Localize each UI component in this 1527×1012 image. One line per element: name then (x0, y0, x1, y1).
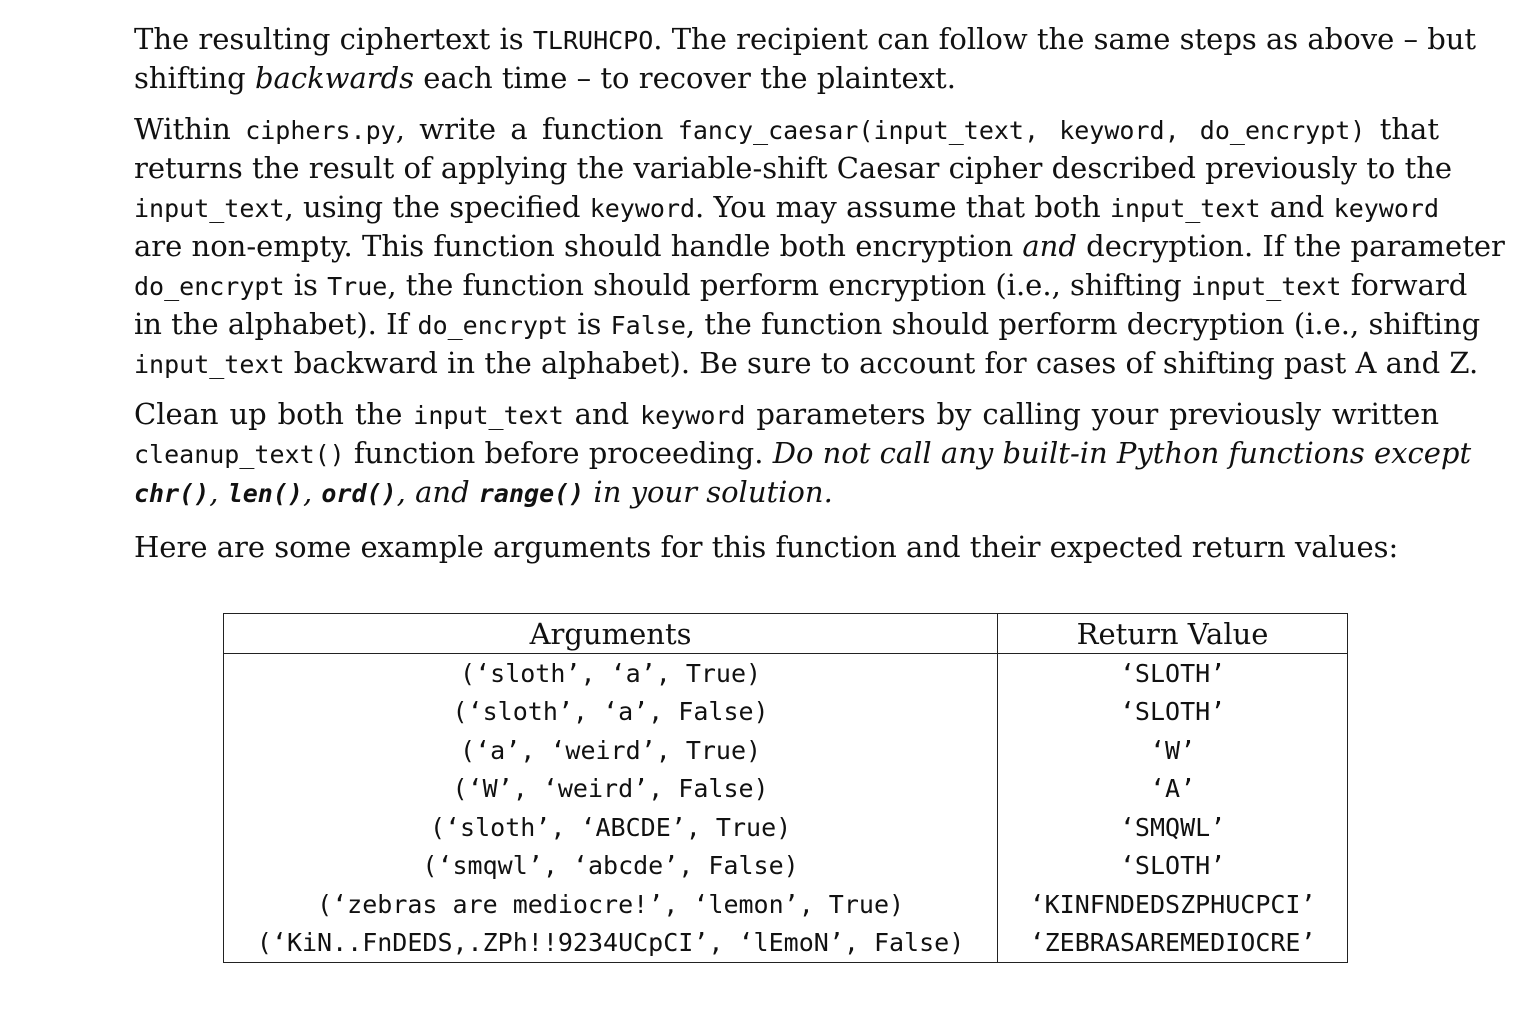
examples-table (223, 613, 1348, 963)
code-ciphertext: TLRUHCPO (532, 26, 654, 55)
table-row (224, 924, 1348, 963)
header-arguments: Arguments (224, 614, 998, 654)
cell-return-value: ‘W’ (998, 731, 1348, 770)
p3-line-2: cleanup_text() function before proceeding. Do not call any built-in Python functions except (134, 436, 1472, 470)
cell-arguments: (‘smqwl’, ‘abcde’, False) (224, 847, 998, 886)
header-return-value: Return Value (998, 614, 1348, 654)
p2-line-6: in the alphabet). If do_encrypt is False, the function should perform decryption (i.e., shifting (134, 307, 1481, 341)
cell-arguments: (‘a’, ‘weird’, True) (224, 731, 998, 770)
code-function-signature: fancy_caesar(input_text, keyword, do_encrypt) (677, 116, 1366, 145)
p2-line-4: are non-empty. This function should handle both encryption and decryption. If the parameter (134, 229, 1505, 263)
table-header-row (224, 614, 1348, 654)
paragraph-ciphertext-result (134, 20, 1477, 98)
p2-line-5: do_encrypt is True, the function should perform encryption (i.e., shifting input_text forward (134, 268, 1468, 302)
table-row (224, 731, 1348, 770)
p2-line-1: Within ciphers.py, write a function fancy_caesar(input_text, keyword, do_encrypt) that (134, 112, 1439, 146)
cell-arguments: (‘sloth’, ‘a’, False) (224, 693, 998, 732)
cell-return-value: ‘ZEBRASAREMEDIOCRE’ (998, 924, 1348, 963)
cell-arguments: (‘W’, ‘weird’, False) (224, 770, 998, 809)
p3-line-3: chr(), len(), ord(), and range() in your solution. (134, 475, 833, 509)
table-row (224, 770, 1348, 809)
cell-arguments: (‘sloth’, ‘ABCDE’, True) (224, 808, 998, 847)
p1-line-1: The resulting ciphertext is TLRUHCPO. The recipient can follow the same steps as above – but (134, 22, 1477, 56)
cell-arguments: (‘zebras are mediocre!’, ‘lemon’, True) (224, 885, 998, 924)
paragraph-cleanup-instructions (134, 395, 1472, 512)
cell-return-value: ‘SLOTH’ (998, 654, 1348, 693)
cell-return-value: ‘SLOTH’ (998, 693, 1348, 732)
cell-return-value: ‘A’ (998, 770, 1348, 809)
cell-arguments: (‘sloth’, ‘a’, True) (224, 654, 998, 693)
cell-return-value: ‘SMQWL’ (998, 808, 1348, 847)
table-row (224, 654, 1348, 693)
p2-line-3: input_text, using the specified keyword. You may assume that both input_text and keyword (134, 190, 1439, 224)
table-row (224, 808, 1348, 847)
p3-line-1: Clean up both the input_text and keyword parameters by calling your previously written (134, 397, 1440, 431)
cell-arguments: (‘KiN..FnDEDS,.ZPh!!9234UCpCI’, ‘lEmoN’, False) (224, 924, 998, 963)
p1-line-2: shifting backwards each time – to recover the plaintext. (134, 61, 956, 95)
table-row (224, 693, 1348, 732)
p2-line-7: input_text backward in the alphabet). Be sure to account for cases of shifting past A and Z. (134, 346, 1479, 380)
paragraph-function-spec (134, 110, 1505, 383)
code-filename: ciphers.py (245, 116, 396, 145)
p2-line-2: returns the result of applying the variable-shift Caesar cipher described previously to the (134, 151, 1453, 185)
emphasis-backwards: backwards (254, 61, 415, 95)
table-row (224, 847, 1348, 886)
paragraph-examples-intro: Here are some example arguments for this function and their expected return values: (134, 530, 1399, 564)
table-row (224, 885, 1348, 924)
cell-return-value: ‘SLOTH’ (998, 847, 1348, 886)
cell-return-value: ‘KINFNDEDSZPHUCPCI’ (998, 885, 1348, 924)
